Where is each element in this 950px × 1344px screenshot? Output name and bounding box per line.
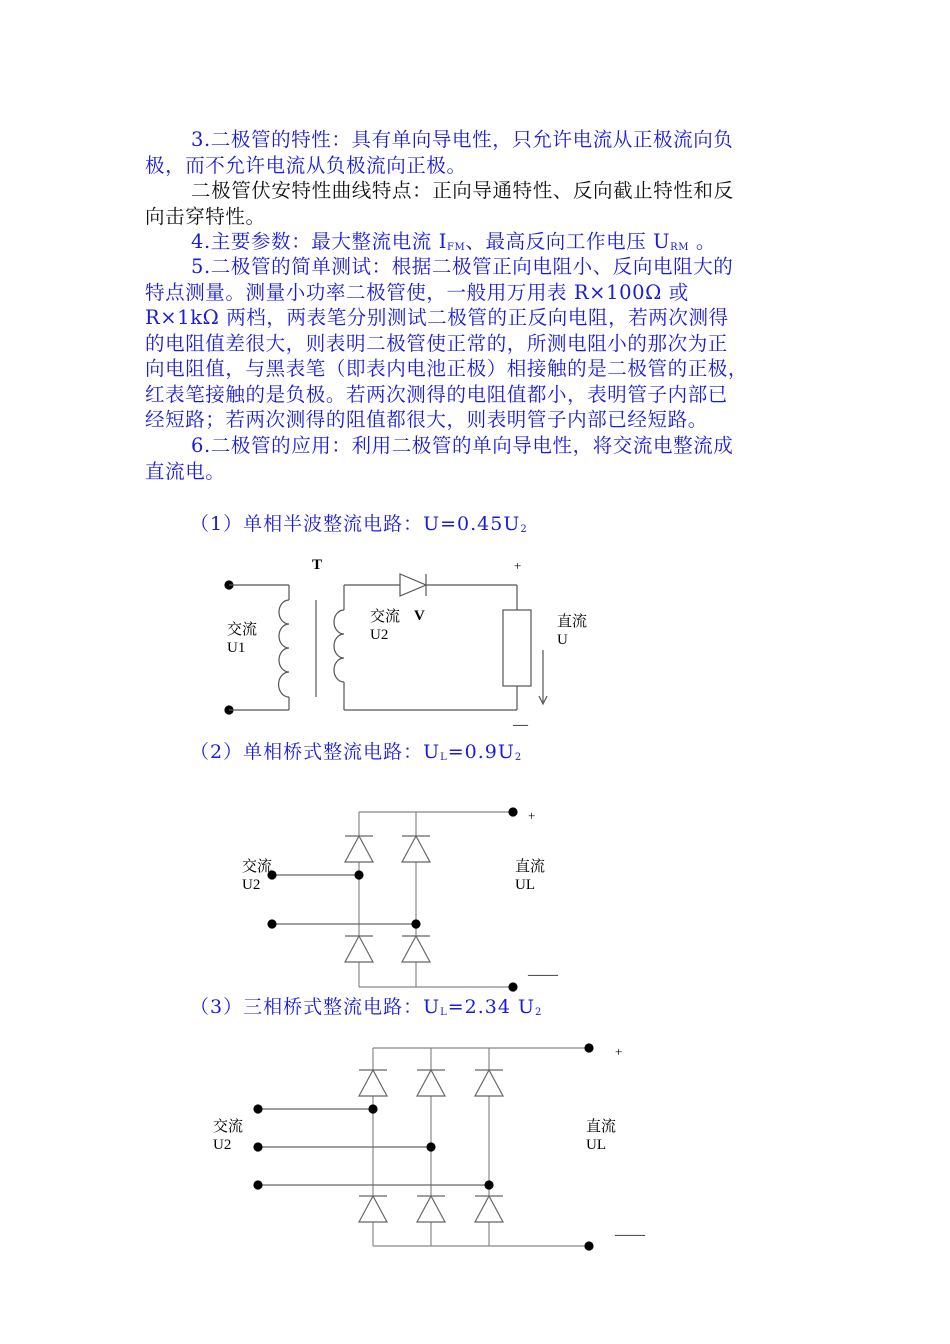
terminal-dot [585, 1044, 593, 1052]
diode [359, 1196, 387, 1222]
three-phase-bridge-circuit [254, 1044, 593, 1250]
text-line: 向电阻值，与黑表笔（即表内电池正极）相接触的是二极管的正极， [145, 357, 749, 380]
text-line: 二极管伏安特性曲线特点：正向导通特性、反向截止特性和反 [191, 179, 734, 202]
terminal-dot [585, 1242, 593, 1250]
param-sub-fm: FM [447, 242, 466, 253]
minus-label: —— [528, 967, 558, 983]
text-line: 向击穿特性。 [145, 204, 266, 228]
text-line: 3.二极管的特性：具有单向导电性，只允许电流从正极流向负 [191, 128, 734, 151]
diode [402, 836, 430, 862]
plus-label: + [615, 1044, 623, 1059]
caption-text: （3）三相桥式整流电路：U [190, 996, 441, 1018]
text-line: 5.二极管的简单测试：根据二极管正向电阻小、反向电阻大的 [191, 255, 734, 278]
load-resistor [503, 610, 531, 686]
single-bridge-circuit [268, 808, 517, 991]
text-line: 的电阻值差很大，则表明二极管使正常的，所测电阻小的那次为正 [145, 331, 728, 355]
output-label [557, 613, 587, 649]
junction-dot [485, 1181, 493, 1189]
text-line: R×1kΩ 两档，两表笔分别测试二极管的正反向电阻，若两次测得 [145, 306, 729, 329]
junction-dot [355, 871, 363, 879]
diode-label: V [414, 608, 425, 624]
secondary-coil [334, 610, 344, 682]
half-wave-circuit [225, 574, 547, 714]
input-label-line1: 交流 [213, 1119, 244, 1135]
param-text-a: 4.主要参数：最大整流电流 I [191, 230, 448, 253]
terminal-dot [509, 983, 517, 991]
junction-dot [427, 1143, 435, 1151]
diode [345, 936, 373, 962]
caption-sub: L [440, 1007, 448, 1018]
param-text-b: 、最高反向工作电压 U [465, 230, 671, 253]
terminal-dot [254, 1105, 262, 1113]
input-label-line2: U1 [227, 640, 246, 656]
input-label-line1: 交流 [242, 859, 273, 875]
output-label-line2: U [557, 632, 568, 648]
output-label-line1: 直流 [515, 859, 546, 875]
diode [417, 1196, 445, 1222]
input-label-line2: U2 [213, 1137, 232, 1153]
secondary-label [370, 608, 400, 644]
input-label [227, 621, 257, 657]
diode [345, 836, 373, 862]
caption-sub: 2 [514, 752, 523, 763]
plus-label: + [514, 558, 522, 573]
output-label-line2: UL [586, 1137, 606, 1153]
output-label [515, 858, 545, 894]
output-label-line1: 直流 [586, 1119, 617, 1135]
primary-coil [279, 600, 289, 697]
text-line: 极，而不允许电流从负极流向正极。 [145, 153, 467, 177]
input-label-line2: U2 [242, 877, 261, 893]
caption-mid: =0.9U [447, 741, 515, 763]
diode [359, 1070, 387, 1096]
terminal-dot [509, 808, 517, 816]
secondary-label-line2: U2 [370, 627, 389, 643]
terminal-dot [268, 920, 276, 928]
param-text-c: 。 [689, 230, 717, 253]
caption-text: （2）单相桥式整流电路：U [190, 741, 441, 763]
diode [400, 574, 426, 596]
text-line: 直流电。 [145, 459, 226, 483]
output-label-line1: 直流 [557, 614, 588, 630]
diode [402, 936, 430, 962]
caption-sub: 2 [535, 1007, 543, 1018]
caption-sub: 2 [520, 524, 528, 535]
caption-mid: =2.34 U [447, 996, 536, 1018]
text-line: 特点测量。测量小功率二极管使，一般用万用表 R×100Ω 或 [145, 280, 689, 304]
diode [417, 1070, 445, 1096]
param-sub-rm: RM [670, 242, 690, 253]
text-line: 6.二极管的应用：利用二极管的单向导电性，将交流电整流成 [191, 434, 734, 457]
input-label-line1: 交流 [227, 622, 258, 638]
diode [475, 1196, 503, 1222]
transformer-label: T [312, 557, 323, 573]
junction-dot [412, 920, 420, 928]
minus-label: — [513, 717, 528, 733]
terminal-dot [254, 1181, 262, 1189]
output-label-line2: UL [515, 877, 535, 893]
junction-dot [369, 1105, 377, 1113]
secondary-label-line1: 交流 [370, 609, 401, 625]
caption-sub: L [440, 752, 448, 763]
plus-label: + [528, 808, 536, 823]
terminal-dot [254, 1143, 262, 1151]
input-label [213, 1118, 243, 1154]
output-label [586, 1118, 616, 1154]
text-line: 红表笔接触的是负极。若两次测得的电阻值都小，表明管子内部已 [145, 382, 728, 406]
diode [475, 1070, 503, 1096]
minus-label: —— [615, 1227, 645, 1243]
caption-text: （1）单相半波整流电路：U=0.45U [190, 513, 521, 535]
input-label [242, 858, 272, 894]
text-line: 经短路；若两次测得的阻值都很大，则表明管子内部已经短路。 [145, 408, 708, 431]
